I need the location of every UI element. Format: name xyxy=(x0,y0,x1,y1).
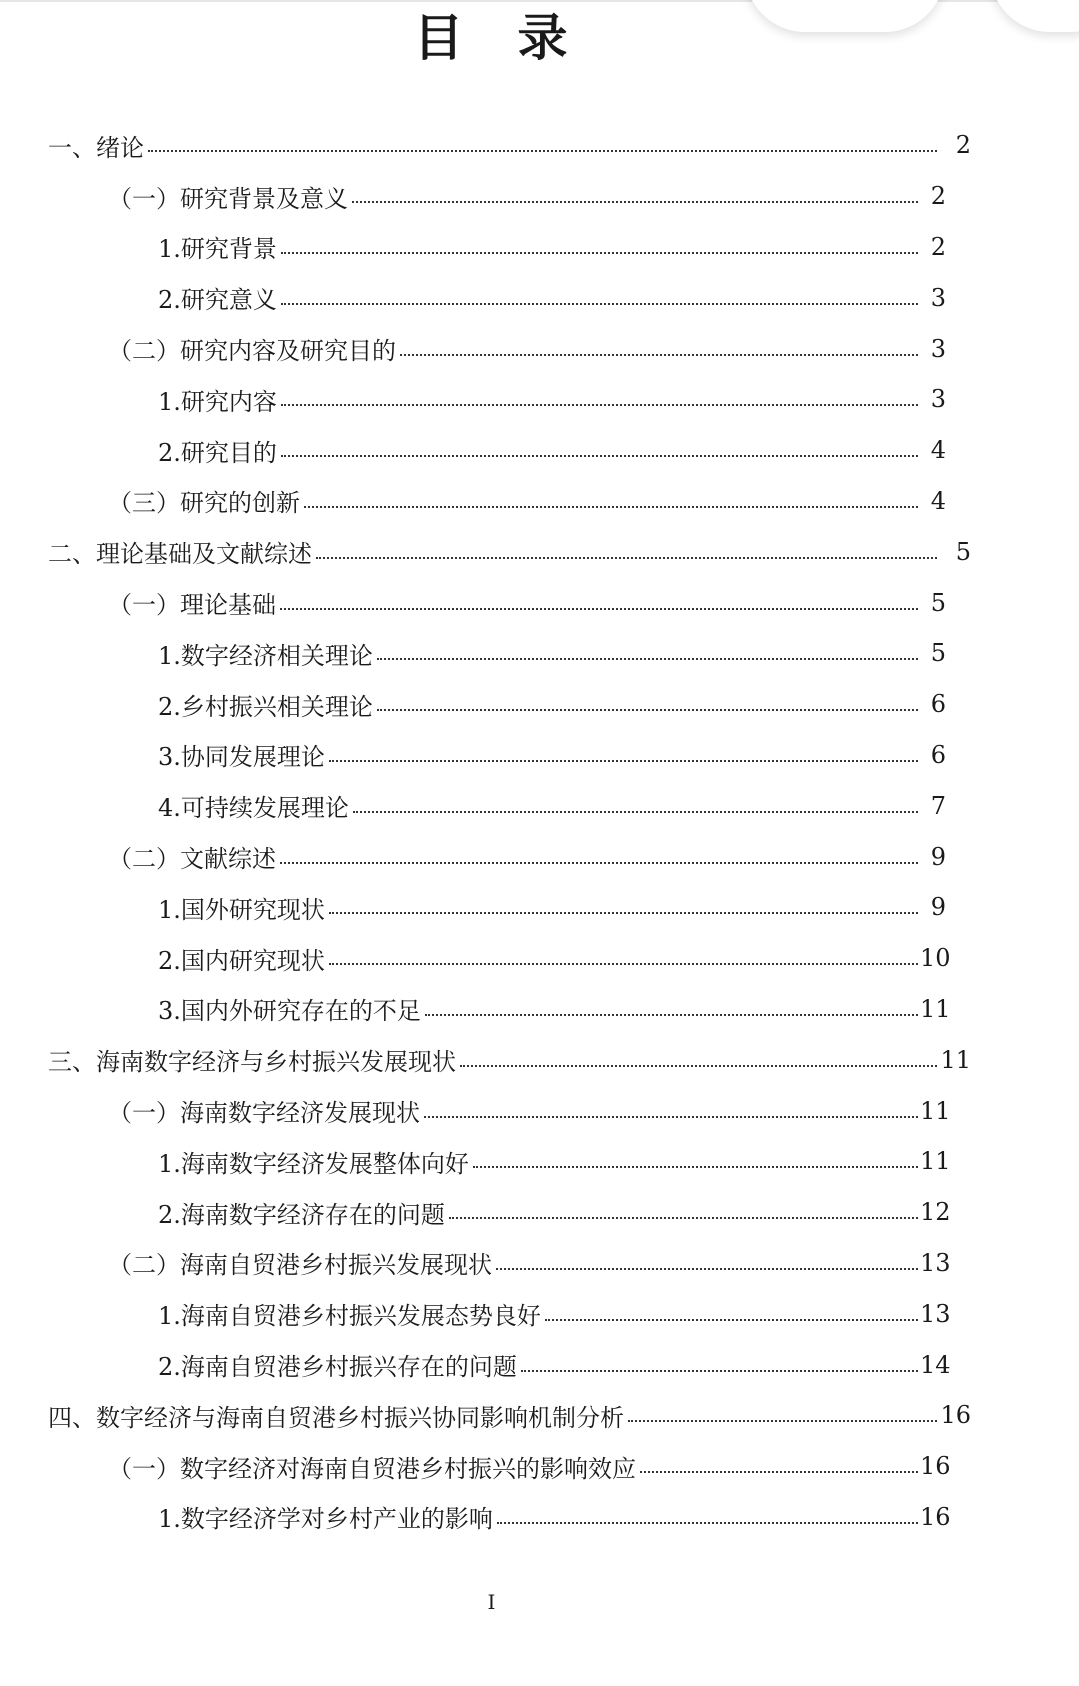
toc-entry-title: 2.海南自贸港乡村振兴存在的问题 xyxy=(158,1353,517,1382)
toc-entry-title: 二、理论基础及文献综述 xyxy=(48,540,312,569)
toc-entry-page: 3 xyxy=(930,283,946,312)
toc-entry-page: 16 xyxy=(940,1401,971,1430)
toc-entry-title: 1.数字经济相关理论 xyxy=(158,641,373,670)
toc-entry[interactable] xyxy=(0,1492,1079,1543)
toc-entry-page: 5 xyxy=(955,537,971,566)
toc-entry-title: 2.研究目的 xyxy=(158,438,277,467)
toc-entry-title: 1.研究内容 xyxy=(158,387,277,416)
toc-entry-title: （三）研究的创新 xyxy=(108,489,300,518)
toc-entry[interactable] xyxy=(0,1288,1079,1339)
dot-leader xyxy=(521,1370,918,1372)
toc-entry-title: 3.国内外研究存在的不足 xyxy=(158,997,421,1026)
dot-leader xyxy=(329,912,918,914)
toc-entry-page: 9 xyxy=(930,893,946,922)
dot-leader xyxy=(329,963,918,965)
toc-entry[interactable] xyxy=(0,1238,1079,1289)
dot-leader xyxy=(628,1420,937,1422)
toc-entry-page: 6 xyxy=(930,690,946,719)
toc-entry-title: （二）文献综述 xyxy=(108,845,276,874)
toc-entry-page: 14 xyxy=(920,1350,951,1379)
toc-entry-page: 10 xyxy=(920,944,951,973)
toc-entry[interactable] xyxy=(0,171,1079,222)
toc-entry[interactable] xyxy=(0,730,1079,781)
dot-leader xyxy=(280,862,918,864)
dot-leader xyxy=(473,1166,918,1168)
dot-leader xyxy=(497,1522,918,1524)
toc-entry-title: 1.海南数字经济发展整体向好 xyxy=(158,1149,469,1178)
toc-entry[interactable] xyxy=(0,1085,1079,1136)
dot-leader xyxy=(545,1319,918,1321)
toc-entry-page: 3 xyxy=(930,334,946,363)
toc-entry[interactable] xyxy=(0,577,1079,628)
toc-entry[interactable] xyxy=(0,222,1079,273)
dot-leader xyxy=(352,201,918,203)
toc-entry[interactable] xyxy=(0,120,1079,171)
dot-leader xyxy=(449,1217,918,1219)
toc-entry[interactable] xyxy=(0,831,1079,882)
toc-entry[interactable] xyxy=(0,933,1079,984)
toc-entry-page: 11 xyxy=(920,994,951,1023)
toc-entry-page: 11 xyxy=(940,1045,971,1074)
dot-leader xyxy=(304,506,918,508)
toc-entry-page: 3 xyxy=(930,385,946,414)
dot-leader xyxy=(281,404,918,406)
toc-entry-page: 5 xyxy=(930,588,946,617)
dot-leader xyxy=(496,1268,918,1270)
toc-entry-title: 1.数字经济学对乡村产业的影响 xyxy=(158,1505,493,1534)
toc-entry-title: 一、绪论 xyxy=(48,133,144,162)
toc-entry[interactable] xyxy=(0,984,1079,1035)
toc-entry[interactable] xyxy=(0,272,1079,323)
dot-leader xyxy=(281,303,918,305)
toc-entry-title: 1.国外研究现状 xyxy=(158,895,325,924)
toc-entry-title: 2.海南数字经济存在的问题 xyxy=(158,1200,445,1229)
toc-entry[interactable] xyxy=(0,780,1079,831)
toc-entry[interactable] xyxy=(0,1390,1079,1441)
toc-entry-page: 2 xyxy=(930,232,946,261)
toc-entry-page: 11 xyxy=(920,1147,951,1176)
toc-entry-title: （二）海南自贸港乡村振兴发展现状 xyxy=(108,1251,492,1280)
dot-leader xyxy=(425,1014,918,1016)
toc-entry-page: 13 xyxy=(920,1248,951,1277)
page-title: 目 录 xyxy=(413,9,570,67)
toc-entry-page: 11 xyxy=(920,1096,951,1125)
toc-entry-title: 4.可持续发展理论 xyxy=(158,794,349,823)
toc-entry[interactable] xyxy=(0,1339,1079,1390)
dot-leader xyxy=(353,811,918,813)
toc-entry[interactable] xyxy=(0,628,1079,679)
overlay-shape xyxy=(990,0,1079,32)
dot-leader xyxy=(640,1471,918,1473)
dot-leader xyxy=(377,658,918,660)
toc-entry-title: 三、海南数字经济与乡村振兴发展现状 xyxy=(48,1048,456,1077)
page-number: I xyxy=(487,1590,496,1614)
toc-entry-page: 16 xyxy=(920,1502,951,1531)
toc-entry-page: 7 xyxy=(930,791,946,820)
toc-entry-title: 1.研究背景 xyxy=(158,235,277,264)
dot-leader xyxy=(280,608,918,610)
toc-entry-page: 6 xyxy=(930,740,946,769)
dot-leader xyxy=(424,1116,918,1118)
toc-entry-page: 9 xyxy=(930,842,946,871)
dot-leader xyxy=(281,455,918,457)
toc-entry[interactable] xyxy=(0,476,1079,527)
toc-entry[interactable] xyxy=(0,679,1079,730)
toc-entry-page: 5 xyxy=(930,639,946,668)
toc-entry[interactable] xyxy=(0,425,1079,476)
table-of-contents xyxy=(0,120,1079,1542)
toc-entry-title: （一）研究背景及意义 xyxy=(108,184,348,213)
toc-entry-title: （一）理论基础 xyxy=(108,591,276,620)
toc-entry-page: 2 xyxy=(930,182,946,211)
toc-entry-page: 4 xyxy=(930,436,946,465)
toc-entry-title: 2.研究意义 xyxy=(158,286,277,315)
toc-entry-title: （一）数字经济对海南自贸港乡村振兴的影响效应 xyxy=(108,1454,636,1483)
dot-leader xyxy=(460,1065,937,1067)
toc-entry[interactable] xyxy=(0,1034,1079,1085)
toc-entry-page: 12 xyxy=(920,1198,951,1227)
toc-entry-page: 2 xyxy=(955,131,971,160)
toc-entry-page: 16 xyxy=(920,1452,951,1481)
toc-entry[interactable] xyxy=(0,374,1079,425)
toc-entry-page: 4 xyxy=(930,486,946,515)
dot-leader xyxy=(400,354,918,356)
toc-entry[interactable] xyxy=(0,1187,1079,1238)
dot-leader xyxy=(281,252,918,254)
toc-entry[interactable] xyxy=(0,882,1079,933)
toc-entry-title: （一）海南数字经济发展现状 xyxy=(108,1099,420,1128)
toc-entry-title: 四、数字经济与海南自贸港乡村振兴协同影响机制分析 xyxy=(48,1403,624,1432)
toc-entry[interactable] xyxy=(0,526,1079,577)
toc-entry-page: 13 xyxy=(920,1299,951,1328)
toc-entry-title: 3.协同发展理论 xyxy=(158,743,325,772)
dot-leader xyxy=(329,760,918,762)
toc-entry-title: （二）研究内容及研究目的 xyxy=(108,337,396,366)
toc-entry[interactable] xyxy=(0,1136,1079,1187)
dot-leader xyxy=(148,150,937,152)
dot-leader xyxy=(377,709,918,711)
toc-entry[interactable] xyxy=(0,323,1079,374)
toc-entry-title: 2.国内研究现状 xyxy=(158,946,325,975)
dot-leader xyxy=(316,557,937,559)
toc-entry[interactable] xyxy=(0,1441,1079,1492)
toc-entry-title: 2.乡村振兴相关理论 xyxy=(158,692,373,721)
toc-entry-title: 1.海南自贸港乡村振兴发展态势良好 xyxy=(158,1302,541,1331)
